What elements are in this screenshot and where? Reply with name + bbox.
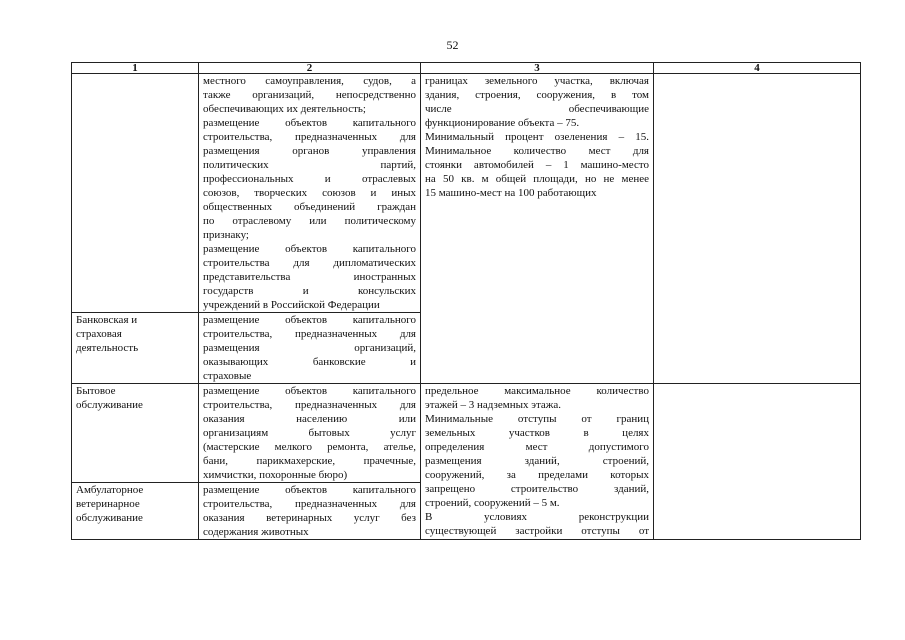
- cell-text-line: строительства для дипломатических: [203, 257, 416, 269]
- cell-text-line: союзов, творческих союзов и иных: [203, 187, 416, 199]
- cell-text-line: размещение объектов капитального: [203, 117, 416, 129]
- cell-text-line: запрещено строительство зданий,: [425, 483, 649, 495]
- cell-text-line: (мастерские мелкого ремонта, ателье,: [203, 441, 416, 453]
- cell-text-line: 15 машино-мест на 100 работающих: [425, 187, 597, 199]
- cell-text-line: строений, сооружений – 5 м.: [425, 497, 560, 509]
- cell-text-line: на 50 кв. м общей площади, но не менее: [425, 173, 649, 185]
- cell-text-line: учреждений в Российской Федерации: [203, 299, 380, 311]
- use-type-cell: [72, 384, 199, 483]
- cell-text-line: оказывающих банковские и: [203, 356, 416, 368]
- cell-text-line: границах земельного участка, включая: [425, 75, 649, 87]
- cell-text-line: оказания ветеринарных услуг без: [203, 512, 416, 524]
- cell-text-line: Амбулаторное: [76, 484, 144, 496]
- use-type-cell: [72, 313, 199, 384]
- page-number: 52: [446, 38, 459, 52]
- cell-text-line: химчистки, похоронные бюро): [203, 469, 348, 481]
- cell-text-line: размещение объектов капитального: [203, 484, 416, 496]
- cell-text-line: обслуживание: [76, 399, 143, 411]
- cell-text-line: строительства, предназначенных для: [203, 131, 416, 143]
- cell-text-line: функционирование объекта – 75.: [425, 117, 580, 129]
- cell-text-line: признаку;: [203, 229, 249, 241]
- column-header-4: 4: [654, 63, 861, 74]
- cell-text-line: Банковская и: [76, 314, 138, 326]
- use-description-cell: [199, 384, 421, 483]
- notes-cell: [654, 384, 861, 540]
- cell-text-line: размещения зданий, строений,: [425, 455, 649, 467]
- cell-text-line: деятельность: [76, 342, 139, 354]
- cell-text-line: также организаций, непосредственно: [203, 89, 416, 101]
- parameters-cell: [421, 74, 654, 384]
- cell-text-line: обеспечивающих их деятельность;: [203, 103, 366, 115]
- cell-text-line: определения мест допустимого: [425, 441, 649, 453]
- cell-text-line: страховые: [203, 370, 252, 382]
- cell-text-line: обслуживание: [76, 512, 143, 524]
- cell-text-line: строительства, предназначенных для: [203, 498, 416, 510]
- notes-cell: [654, 74, 861, 384]
- cell-text-line: Минимальный процент озеленения – 15.: [425, 131, 649, 143]
- cell-text-line: строительства, предназначенных для: [203, 328, 416, 340]
- cell-text-line: политических партий,: [203, 159, 416, 171]
- use-type-cell: [72, 483, 199, 540]
- cell-text-line: размещения органов управления: [203, 145, 416, 157]
- table-header-row: [72, 63, 861, 74]
- cell-text-line: размещения организаций,: [203, 342, 416, 354]
- cell-text-line: государств и консульских: [203, 285, 416, 297]
- use-type-cell: [72, 74, 199, 313]
- cell-text-line: В условиях реконструкции: [425, 511, 649, 523]
- cell-text-line: размещение объектов капитального: [203, 243, 416, 255]
- land-use-table: [71, 62, 861, 540]
- cell-text-line: местного самоуправления, судов, а: [203, 75, 416, 87]
- cell-text-line: Бытовое: [76, 385, 116, 397]
- table-row: [72, 74, 861, 313]
- column-header-2: 2: [199, 63, 421, 74]
- cell-text-line: Минимальное количество мест для: [425, 145, 649, 157]
- cell-text-line: бани, парикмахерские, прачечные,: [203, 455, 416, 467]
- cell-text-line: размещение объектов капитального: [203, 385, 416, 397]
- table-row: [72, 384, 861, 483]
- cell-text-line: общественных объединений граждан: [203, 201, 416, 213]
- cell-text-line: размещение объектов капитального: [203, 314, 416, 326]
- cell-text-line: предельное максимальное количество: [425, 385, 649, 397]
- cell-text-line: содержания животных: [203, 526, 309, 538]
- cell-text-line: ветеринарное: [76, 498, 140, 510]
- cell-text-line: существующей застройки отступы от: [425, 525, 649, 537]
- cell-text-line: профессиональных и отраслевых: [203, 173, 416, 185]
- column-header-3: 3: [421, 63, 654, 74]
- cell-text-line: страховая: [76, 328, 122, 340]
- cell-text-line: организациям бытовых услуг: [203, 427, 416, 439]
- cell-text-line: земельных участков в целях: [425, 427, 649, 439]
- cell-text-line: этажей – 3 надземных этажа.: [425, 399, 562, 411]
- parameters-cell: [421, 384, 654, 540]
- cell-text-line: представительства иностранных: [203, 271, 416, 283]
- cell-text-line: сооружений, за пределами которых: [425, 469, 649, 481]
- cell-text-line: оказания населению или: [203, 413, 416, 425]
- cell-text-line: числе обеспечивающие: [425, 103, 649, 115]
- column-header-1: 1: [72, 63, 199, 74]
- cell-text-line: здания, строения, сооружения, в том: [425, 89, 649, 101]
- use-description-cell: [199, 74, 421, 313]
- cell-text-line: по отраслевому или политическому: [203, 215, 416, 227]
- use-description-cell: [199, 313, 421, 384]
- use-description-cell: [199, 483, 421, 540]
- cell-text-line: строительства, предназначенных для: [203, 399, 416, 411]
- cell-text-line: стоянки автомобилей – 1 машино-место: [425, 159, 649, 171]
- cell-text-line: Минимальные отступы от границ: [425, 413, 649, 425]
